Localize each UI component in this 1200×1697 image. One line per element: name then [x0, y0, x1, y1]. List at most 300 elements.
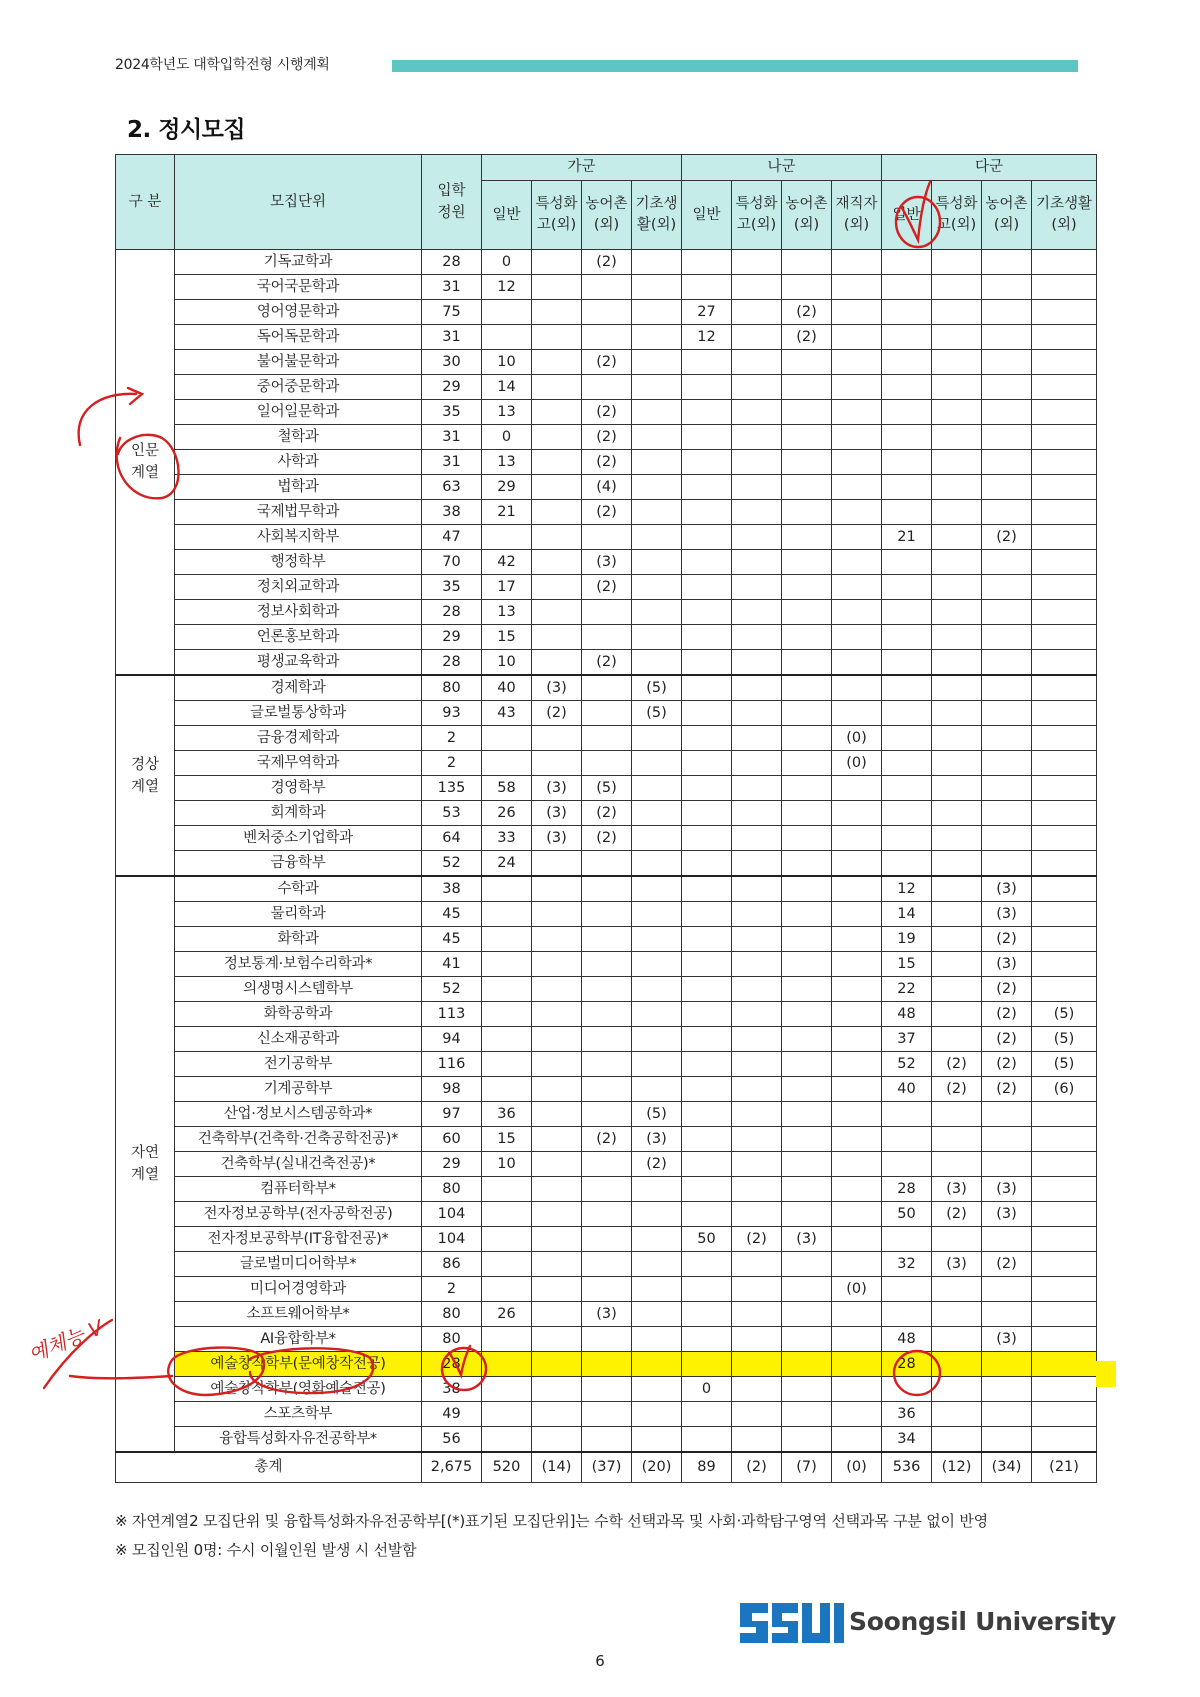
- quota-value-cell: [1032, 1402, 1097, 1427]
- quota-value-cell: [782, 250, 832, 275]
- quota-value-cell: (2): [582, 450, 632, 475]
- quota-value-cell: [1032, 475, 1097, 500]
- quota-cell: 28: [422, 600, 482, 625]
- quota-value-cell: [1032, 1102, 1097, 1127]
- quota-value-cell: [782, 1127, 832, 1152]
- quota-value-cell: [732, 400, 782, 425]
- quota-value-cell: [1032, 1202, 1097, 1227]
- quota-cell: 80: [422, 1327, 482, 1352]
- quota-value-cell: [632, 650, 682, 676]
- quota-value-cell: [1032, 1427, 1097, 1453]
- quota-value-cell: [932, 726, 982, 751]
- quota-value-cell: [532, 1127, 582, 1152]
- quota-value-cell: [632, 400, 682, 425]
- quota-value-cell: 42: [482, 550, 532, 575]
- header-category: 구 분: [116, 155, 175, 250]
- quota-value-cell: 15: [882, 952, 932, 977]
- quota-value-cell: [532, 1202, 582, 1227]
- unit-name-cell: 국제무역학과: [175, 751, 422, 776]
- table-row: [116, 776, 1097, 801]
- quota-value-cell: [682, 400, 732, 425]
- quota-value-cell: [632, 325, 682, 350]
- quota-value-cell: [782, 1152, 832, 1177]
- quota-value-cell: [532, 350, 582, 375]
- quota-value-cell: [932, 826, 982, 851]
- quota-value-cell: [732, 1327, 782, 1352]
- quota-value-cell: [732, 701, 782, 726]
- quota-value-cell: (6): [1032, 1077, 1097, 1102]
- quota-value-cell: [1032, 701, 1097, 726]
- quota-value-cell: (2): [582, 500, 632, 525]
- table-row: [116, 977, 1097, 1002]
- quota-value-cell: (2): [582, 650, 632, 676]
- quota-value-cell: [682, 1427, 732, 1453]
- quota-value-cell: [582, 977, 632, 1002]
- table-row: [116, 1377, 1097, 1402]
- table-row: [116, 1177, 1097, 1202]
- quota-value-cell: (2): [782, 325, 832, 350]
- quota-cell: 97: [422, 1102, 482, 1127]
- quota-value-cell: [732, 375, 782, 400]
- quota-value-cell: [932, 1302, 982, 1327]
- quota-value-cell: [1032, 851, 1097, 877]
- quota-value-cell: [982, 300, 1032, 325]
- unit-name-cell: 법학과: [175, 475, 422, 500]
- quota-value-cell: [732, 1102, 782, 1127]
- quota-value-cell: [732, 525, 782, 550]
- quota-value-cell: [532, 1052, 582, 1077]
- quota-value-cell: 26: [482, 1302, 532, 1327]
- table-row: [116, 600, 1097, 625]
- quota-value-cell: [882, 801, 932, 826]
- quota-value-cell: [832, 325, 882, 350]
- quota-value-cell: [782, 1377, 832, 1402]
- quota-value-cell: [682, 1352, 732, 1377]
- unit-name-cell: AI융합학부*: [175, 1327, 422, 1352]
- quota-value-cell: 48: [882, 1327, 932, 1352]
- header-quota-label: 입학정원: [437, 183, 466, 221]
- header-sub-5: 특성화고(외): [732, 181, 782, 250]
- quota-value-cell: [732, 1302, 782, 1327]
- quota-value-cell: 40: [882, 1077, 932, 1102]
- total-value-cell: (2): [732, 1452, 782, 1483]
- quota-value-cell: [882, 1102, 932, 1127]
- quota-value-cell: [482, 1177, 532, 1202]
- quota-value-cell: [832, 876, 882, 902]
- quota-value-cell: [632, 525, 682, 550]
- quota-value-cell: [632, 1352, 682, 1377]
- quota-cell: 52: [422, 851, 482, 877]
- quota-value-cell: [732, 977, 782, 1002]
- quota-value-cell: [682, 1127, 732, 1152]
- quota-value-cell: [482, 1227, 532, 1252]
- quota-value-cell: [782, 1352, 832, 1377]
- quota-value-cell: [1032, 1352, 1097, 1377]
- quota-value-cell: [732, 650, 782, 676]
- quota-value-cell: [982, 826, 1032, 851]
- quota-value-cell: [582, 1202, 632, 1227]
- table-row: [116, 927, 1097, 952]
- table-row: [116, 1127, 1097, 1152]
- quota-cell: 86: [422, 1252, 482, 1277]
- quota-value-cell: 13: [482, 600, 532, 625]
- quota-value-cell: [532, 400, 582, 425]
- quota-value-cell: [832, 575, 882, 600]
- unit-name-cell: 정치외교학과: [175, 575, 422, 600]
- quota-value-cell: [682, 275, 732, 300]
- total-value-cell: 89: [682, 1452, 732, 1483]
- quota-value-cell: [482, 1027, 532, 1052]
- quota-value-cell: [932, 1402, 982, 1427]
- quota-value-cell: [782, 1177, 832, 1202]
- quota-value-cell: [682, 1202, 732, 1227]
- quota-value-cell: (2): [982, 1027, 1032, 1052]
- quota-value-cell: [882, 675, 932, 701]
- quota-value-cell: [682, 927, 732, 952]
- quota-value-cell: [582, 675, 632, 701]
- quota-value-cell: [882, 375, 932, 400]
- quota-value-cell: [782, 1252, 832, 1277]
- quota-value-cell: [782, 675, 832, 701]
- quota-value-cell: [732, 1077, 782, 1102]
- quota-value-cell: [682, 600, 732, 625]
- quota-value-cell: [532, 625, 582, 650]
- quota-value-cell: 0: [682, 1377, 732, 1402]
- quota-value-cell: [582, 1227, 632, 1252]
- quota-value-cell: [482, 1352, 532, 1377]
- quota-value-cell: [682, 1327, 732, 1352]
- quota-value-cell: [682, 801, 732, 826]
- quota-value-cell: [632, 600, 682, 625]
- quota-value-cell: [582, 952, 632, 977]
- quota-value-cell: [882, 625, 932, 650]
- quota-value-cell: [582, 1377, 632, 1402]
- quota-value-cell: [732, 927, 782, 952]
- quota-value-cell: [1032, 1302, 1097, 1327]
- quota-cell: 52: [422, 977, 482, 1002]
- unit-name-cell: 금융학부: [175, 851, 422, 877]
- quota-cell: 47: [422, 525, 482, 550]
- table-row: [116, 1077, 1097, 1102]
- quota-value-cell: [932, 1227, 982, 1252]
- quota-cell: 53: [422, 801, 482, 826]
- total-label: 총계: [116, 1452, 422, 1483]
- quota-value-cell: [932, 776, 982, 801]
- table-row: [116, 250, 1097, 275]
- quota-value-cell: [832, 1202, 882, 1227]
- quota-value-cell: 13: [482, 450, 532, 475]
- quota-value-cell: [982, 350, 1032, 375]
- quota-value-cell: (2): [932, 1202, 982, 1227]
- table-row: [116, 425, 1097, 450]
- quota-value-cell: [932, 1127, 982, 1152]
- quota-value-cell: [682, 425, 732, 450]
- quota-value-cell: [1032, 650, 1097, 676]
- quota-value-cell: [782, 400, 832, 425]
- table-row: [116, 1402, 1097, 1427]
- quota-value-cell: [732, 826, 782, 851]
- quota-value-cell: [832, 776, 882, 801]
- quota-value-cell: [982, 500, 1032, 525]
- quota-value-cell: [482, 1252, 532, 1277]
- quota-value-cell: [582, 275, 632, 300]
- quota-value-cell: [682, 675, 732, 701]
- quota-value-cell: [782, 625, 832, 650]
- quota-value-cell: 32: [882, 1252, 932, 1277]
- header-sub-6: 농어촌(외): [782, 181, 832, 250]
- quota-value-cell: 12: [882, 876, 932, 902]
- quota-value-cell: [532, 1152, 582, 1177]
- quota-value-cell: [632, 1052, 682, 1077]
- quota-value-cell: [632, 801, 682, 826]
- quota-value-cell: [1032, 826, 1097, 851]
- quota-cell: 49: [422, 1402, 482, 1427]
- table-row: [116, 1427, 1097, 1453]
- unit-name-cell: 산업·정보시스템공학과*: [175, 1102, 422, 1127]
- quota-value-cell: [682, 776, 732, 801]
- unit-name-cell: 경제학과: [175, 675, 422, 701]
- quota-value-cell: 22: [882, 977, 932, 1002]
- quota-value-cell: [682, 851, 732, 877]
- quota-cell: 41: [422, 952, 482, 977]
- quota-value-cell: [832, 1152, 882, 1177]
- group-label-humanities: 인문 계열: [116, 250, 175, 676]
- quota-value-cell: [682, 450, 732, 475]
- quota-value-cell: [482, 1052, 532, 1077]
- quota-value-cell: [532, 275, 582, 300]
- table-row: [116, 1202, 1097, 1227]
- quota-value-cell: [682, 751, 732, 776]
- quota-cell: 28: [422, 1352, 482, 1377]
- quota-cell: 113: [422, 1002, 482, 1027]
- quota-value-cell: [782, 1402, 832, 1427]
- unit-name-cell: 글로벌통상학과: [175, 701, 422, 726]
- header-sub-2: 농어촌(외): [582, 181, 632, 250]
- quota-value-cell: [732, 675, 782, 701]
- quota-value-cell: [982, 1227, 1032, 1252]
- quota-value-cell: [932, 902, 982, 927]
- quota-value-cell: [632, 475, 682, 500]
- quota-value-cell: [932, 250, 982, 275]
- quota-value-cell: [582, 375, 632, 400]
- quota-value-cell: [932, 751, 982, 776]
- quota-value-cell: [932, 350, 982, 375]
- quota-cell: 31: [422, 450, 482, 475]
- quota-value-cell: [1032, 1227, 1097, 1252]
- quota-value-cell: [532, 876, 582, 902]
- quota-value-cell: 15: [482, 625, 532, 650]
- quota-value-cell: [482, 1427, 532, 1453]
- quota-cell: 104: [422, 1227, 482, 1252]
- quota-value-cell: [532, 450, 582, 475]
- group-label-science: 자연 계열: [116, 876, 175, 1452]
- quota-value-cell: [782, 1302, 832, 1327]
- quota-value-cell: [782, 350, 832, 375]
- table-row: [116, 675, 1097, 701]
- quota-value-cell: [582, 726, 632, 751]
- quota-value-cell: [882, 400, 932, 425]
- quota-value-cell: [882, 701, 932, 726]
- quota-value-cell: [832, 500, 882, 525]
- quota-value-cell: 12: [682, 325, 732, 350]
- quota-value-cell: [982, 675, 1032, 701]
- header-sub-4: 일반: [682, 181, 732, 250]
- quota-value-cell: [482, 1077, 532, 1102]
- header-sub-0: 일반: [482, 181, 532, 250]
- quota-value-cell: [982, 450, 1032, 475]
- unit-name-cell: 화학공학과: [175, 1002, 422, 1027]
- unit-name-cell: 정보통계·보험수리학과*: [175, 952, 422, 977]
- quota-value-cell: [632, 1227, 682, 1252]
- quota-cell: 35: [422, 575, 482, 600]
- header-group-da: 다군: [882, 155, 1097, 181]
- quota-value-cell: [832, 1352, 882, 1377]
- quota-value-cell: [532, 1002, 582, 1027]
- quota-value-cell: [482, 1327, 532, 1352]
- quota-value-cell: [732, 450, 782, 475]
- quota-value-cell: 10: [482, 1152, 532, 1177]
- quota-value-cell: (3): [782, 1227, 832, 1252]
- quota-value-cell: (2): [982, 927, 1032, 952]
- quota-value-cell: (3): [582, 550, 632, 575]
- quota-value-cell: [932, 1277, 982, 1302]
- total-value-cell: (20): [632, 1452, 682, 1483]
- unit-name-cell: 예술창작학부(문예창작전공): [175, 1352, 422, 1377]
- quota-value-cell: [582, 1252, 632, 1277]
- quota-value-cell: [932, 525, 982, 550]
- quota-value-cell: [582, 1152, 632, 1177]
- group-label-business: 경상 계열: [116, 675, 175, 876]
- unit-name-cell: 영어영문학과: [175, 300, 422, 325]
- quota-value-cell: [532, 1077, 582, 1102]
- quota-value-cell: [532, 1427, 582, 1453]
- quota-value-cell: [982, 1377, 1032, 1402]
- quota-cell: 80: [422, 1302, 482, 1327]
- unit-name-cell: 건축학부(실내건축전공)*: [175, 1152, 422, 1177]
- quota-value-cell: (2): [582, 350, 632, 375]
- quota-value-cell: [682, 575, 732, 600]
- table-row: [116, 1302, 1097, 1327]
- quota-value-cell: [532, 500, 582, 525]
- quota-value-cell: [932, 1327, 982, 1352]
- quota-value-cell: [932, 952, 982, 977]
- quota-cell: 31: [422, 425, 482, 450]
- quota-value-cell: [932, 1152, 982, 1177]
- quota-value-cell: [832, 977, 882, 1002]
- quota-value-cell: [982, 1152, 1032, 1177]
- quota-value-cell: [832, 1252, 882, 1277]
- quota-value-cell: [932, 625, 982, 650]
- unit-name-cell: 컴퓨터학부*: [175, 1177, 422, 1202]
- quota-value-cell: [1032, 776, 1097, 801]
- quota-value-cell: [932, 575, 982, 600]
- unit-name-cell: 전기공학부: [175, 1052, 422, 1077]
- unit-name-cell: 언론홍보학과: [175, 625, 422, 650]
- header-sub-8: 일반: [882, 181, 932, 250]
- quota-value-cell: [982, 250, 1032, 275]
- quota-value-cell: [782, 500, 832, 525]
- quota-value-cell: [832, 1027, 882, 1052]
- quota-value-cell: [1032, 625, 1097, 650]
- quota-value-cell: (2): [982, 977, 1032, 1002]
- quota-value-cell: [482, 300, 532, 325]
- quota-value-cell: [682, 475, 732, 500]
- quota-value-cell: [782, 1027, 832, 1052]
- quota-value-cell: [632, 902, 682, 927]
- header-sub-1: 특성화고(외): [532, 181, 582, 250]
- document-header: 2024학년도 대학입학전형 시행계획: [115, 57, 330, 73]
- quota-value-cell: [532, 1177, 582, 1202]
- quota-value-cell: [932, 1002, 982, 1027]
- quota-value-cell: 29: [482, 475, 532, 500]
- quota-value-cell: [532, 1227, 582, 1252]
- quota-value-cell: [832, 475, 882, 500]
- quota-value-cell: [532, 575, 582, 600]
- table-row: [116, 450, 1097, 475]
- quota-value-cell: [882, 650, 932, 676]
- quota-value-cell: [1032, 876, 1097, 902]
- quota-value-cell: [782, 751, 832, 776]
- quota-value-cell: [782, 1077, 832, 1102]
- quota-value-cell: (5): [582, 776, 632, 801]
- quota-value-cell: [732, 1002, 782, 1027]
- quota-value-cell: [932, 300, 982, 325]
- quota-value-cell: [782, 826, 832, 851]
- page-number: 6: [595, 1652, 605, 1670]
- quota-value-cell: 0: [482, 425, 532, 450]
- quota-value-cell: [882, 450, 932, 475]
- table-row: [116, 525, 1097, 550]
- quota-value-cell: [582, 300, 632, 325]
- unit-name-cell: 융합특성화자유전공학부*: [175, 1427, 422, 1453]
- quota-value-cell: [882, 1302, 932, 1327]
- unit-name-cell: 기계공학부: [175, 1077, 422, 1102]
- quota-value-cell: [882, 1152, 932, 1177]
- quota-value-cell: (2): [532, 701, 582, 726]
- quota-value-cell: [582, 1102, 632, 1127]
- quota-value-cell: [632, 1177, 682, 1202]
- quota-cell: 2: [422, 1277, 482, 1302]
- quota-value-cell: 50: [682, 1227, 732, 1252]
- table-row: [116, 625, 1097, 650]
- quota-value-cell: [982, 851, 1032, 877]
- arrow-art-annotation-2: [44, 1320, 112, 1388]
- quota-value-cell: [882, 325, 932, 350]
- quota-value-cell: [732, 1427, 782, 1453]
- quota-value-cell: [632, 1202, 682, 1227]
- quota-value-cell: [782, 726, 832, 751]
- table-row: [116, 1052, 1097, 1077]
- quota-value-cell: [1032, 801, 1097, 826]
- quota-value-cell: [782, 952, 832, 977]
- quota-value-cell: (2): [982, 1052, 1032, 1077]
- quota-value-cell: 50: [882, 1202, 932, 1227]
- quota-value-cell: [532, 927, 582, 952]
- quota-value-cell: [832, 851, 882, 877]
- total-value-cell: 2,675: [422, 1452, 482, 1483]
- total-value-cell: (37): [582, 1452, 632, 1483]
- quota-value-cell: [732, 1202, 782, 1227]
- quota-value-cell: [1032, 977, 1097, 1002]
- quota-value-cell: [532, 425, 582, 450]
- quota-cell: 30: [422, 350, 482, 375]
- header-sub-9: 특성화고(외): [932, 181, 982, 250]
- quota-value-cell: (5): [632, 1102, 682, 1127]
- unit-name-cell: 국제법무학과: [175, 500, 422, 525]
- quota-value-cell: [932, 475, 982, 500]
- quota-value-cell: [1032, 1252, 1097, 1277]
- quota-value-cell: [982, 801, 1032, 826]
